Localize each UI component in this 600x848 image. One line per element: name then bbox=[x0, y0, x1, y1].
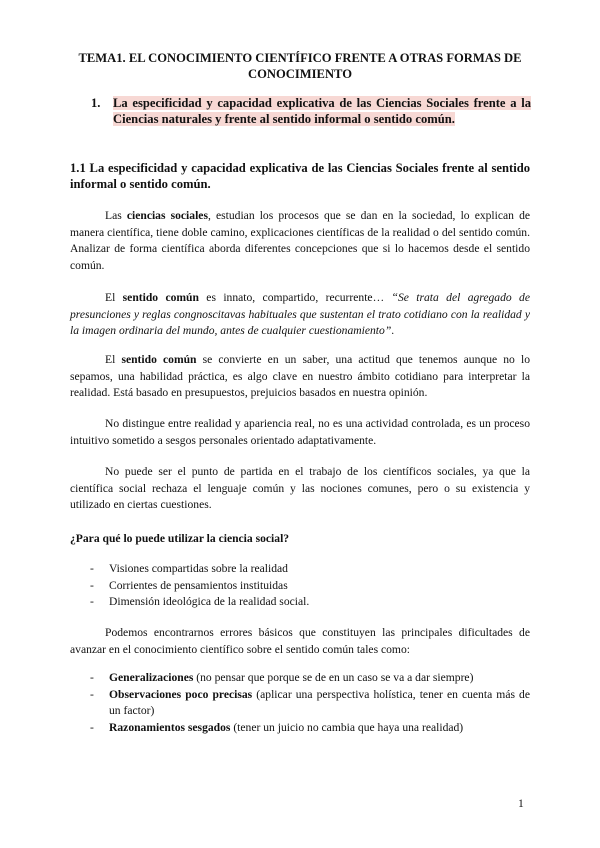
page-number: 1 bbox=[518, 797, 524, 810]
subsection-heading: 1.1 La especificidad y capacidad explicativa de las Ciencias Sociales frente al sentido informal o sentido común. bbox=[70, 161, 530, 191]
list-item: - Visiones compartidas sobre la realidad bbox=[90, 562, 288, 575]
p2-bold: sentido común bbox=[122, 291, 199, 304]
p2-post: . bbox=[391, 324, 395, 338]
p1-pre: Las bbox=[105, 209, 127, 222]
list-item: - Generalizaciones (no pensar que porque se de en un caso se va a dar siempre) bbox=[90, 671, 474, 684]
title-line-2: CONOCIMIENTO bbox=[247, 67, 353, 81]
paragraph-punto-de-partida: No puede ser el punto de partida en el trabajo de los científicos sociales, ya que la científica social rechaza el lenguaje común y las nociones comunes, pero o su existencia y utilizado en ciertas cuestiones. bbox=[70, 465, 530, 512]
paragraph-sentido-comun-definition bbox=[70, 290, 530, 340]
p3-bold: sentido común bbox=[121, 353, 197, 366]
list-item: - Corrientes de pensamientos instituidas bbox=[90, 578, 288, 592]
section-title: La especificidad y capacidad explicativa de las Ciencias Sociales frente a la Ciencias naturales y frente al sentido informal o sentido común. bbox=[113, 96, 531, 126]
uses-list bbox=[90, 561, 530, 611]
list-item: - Observaciones poco precisas (aplicar una perspectiva holística, tener en cuenta más de un factor) bbox=[90, 687, 530, 718]
p2-quote: “Se trata del agregado de presunciones y reglas congnoscitavas habituales que sustentan el trato cotidiano con la realidad y la imagen ordinaria del mundo, antes de cualquier cuestionamiento” bbox=[70, 291, 530, 338]
p1-bold: ciencias sociales bbox=[126, 209, 208, 222]
p2-mid: es innato, compartido, recurrente… bbox=[198, 291, 392, 304]
paragraph-realidad-apariencia: No distingue entre realidad y apariencia real, no es una actividad controlada, es un proceso intuitivo sometido a sesgos personales orientado adaptativamente. bbox=[70, 417, 530, 447]
errors-list bbox=[90, 670, 530, 736]
paragraph-sentido-comun-saber bbox=[70, 352, 530, 402]
question-heading: ¿Para qué lo puede utilizar la ciencia social? bbox=[70, 532, 290, 545]
document-title bbox=[70, 50, 530, 82]
p3-post: se convierte en un saber, una actitud que tenemos aunque no lo sepamos, una habilidad práctica, es algo clave en nuestro ámbito cotidiano para interpretar la realidad. Está basado en presupuestos, prejuicios basados en nuestra opinión. bbox=[70, 353, 531, 400]
p3-pre: El bbox=[105, 353, 122, 366]
title-line-1: TEMA1. EL CONOCIMIENTO CIENTÍFICO FRENTE A OTRAS FORMAS DE bbox=[78, 51, 522, 65]
paragraph-errores-basicos: Podemos encontrarnos errores básicos que constituyen las principales dificultades de avanzar en el conocimiento científico sobre el sentido común tales como: bbox=[70, 626, 530, 656]
p1-post: , estudian los procesos que se dan en la sociedad, lo explican de manera científica, tiene doble camino, explicaciones científicas de la realidad o del sentido común. Analizar de forma científica aborda diferentes concepciones que si lo hacemos desde el sentido común. bbox=[70, 209, 531, 272]
list-item: - Razonamientos sesgados (tener un juicio no cambia que haya una realidad) bbox=[90, 720, 464, 734]
paragraph-ciencias-sociales bbox=[70, 208, 530, 274]
section-number: 1. bbox=[91, 96, 101, 110]
p2-pre: El bbox=[105, 291, 123, 304]
section-heading bbox=[91, 95, 531, 127]
list-item: - Dimensión ideológica de la realidad social. bbox=[90, 595, 310, 609]
